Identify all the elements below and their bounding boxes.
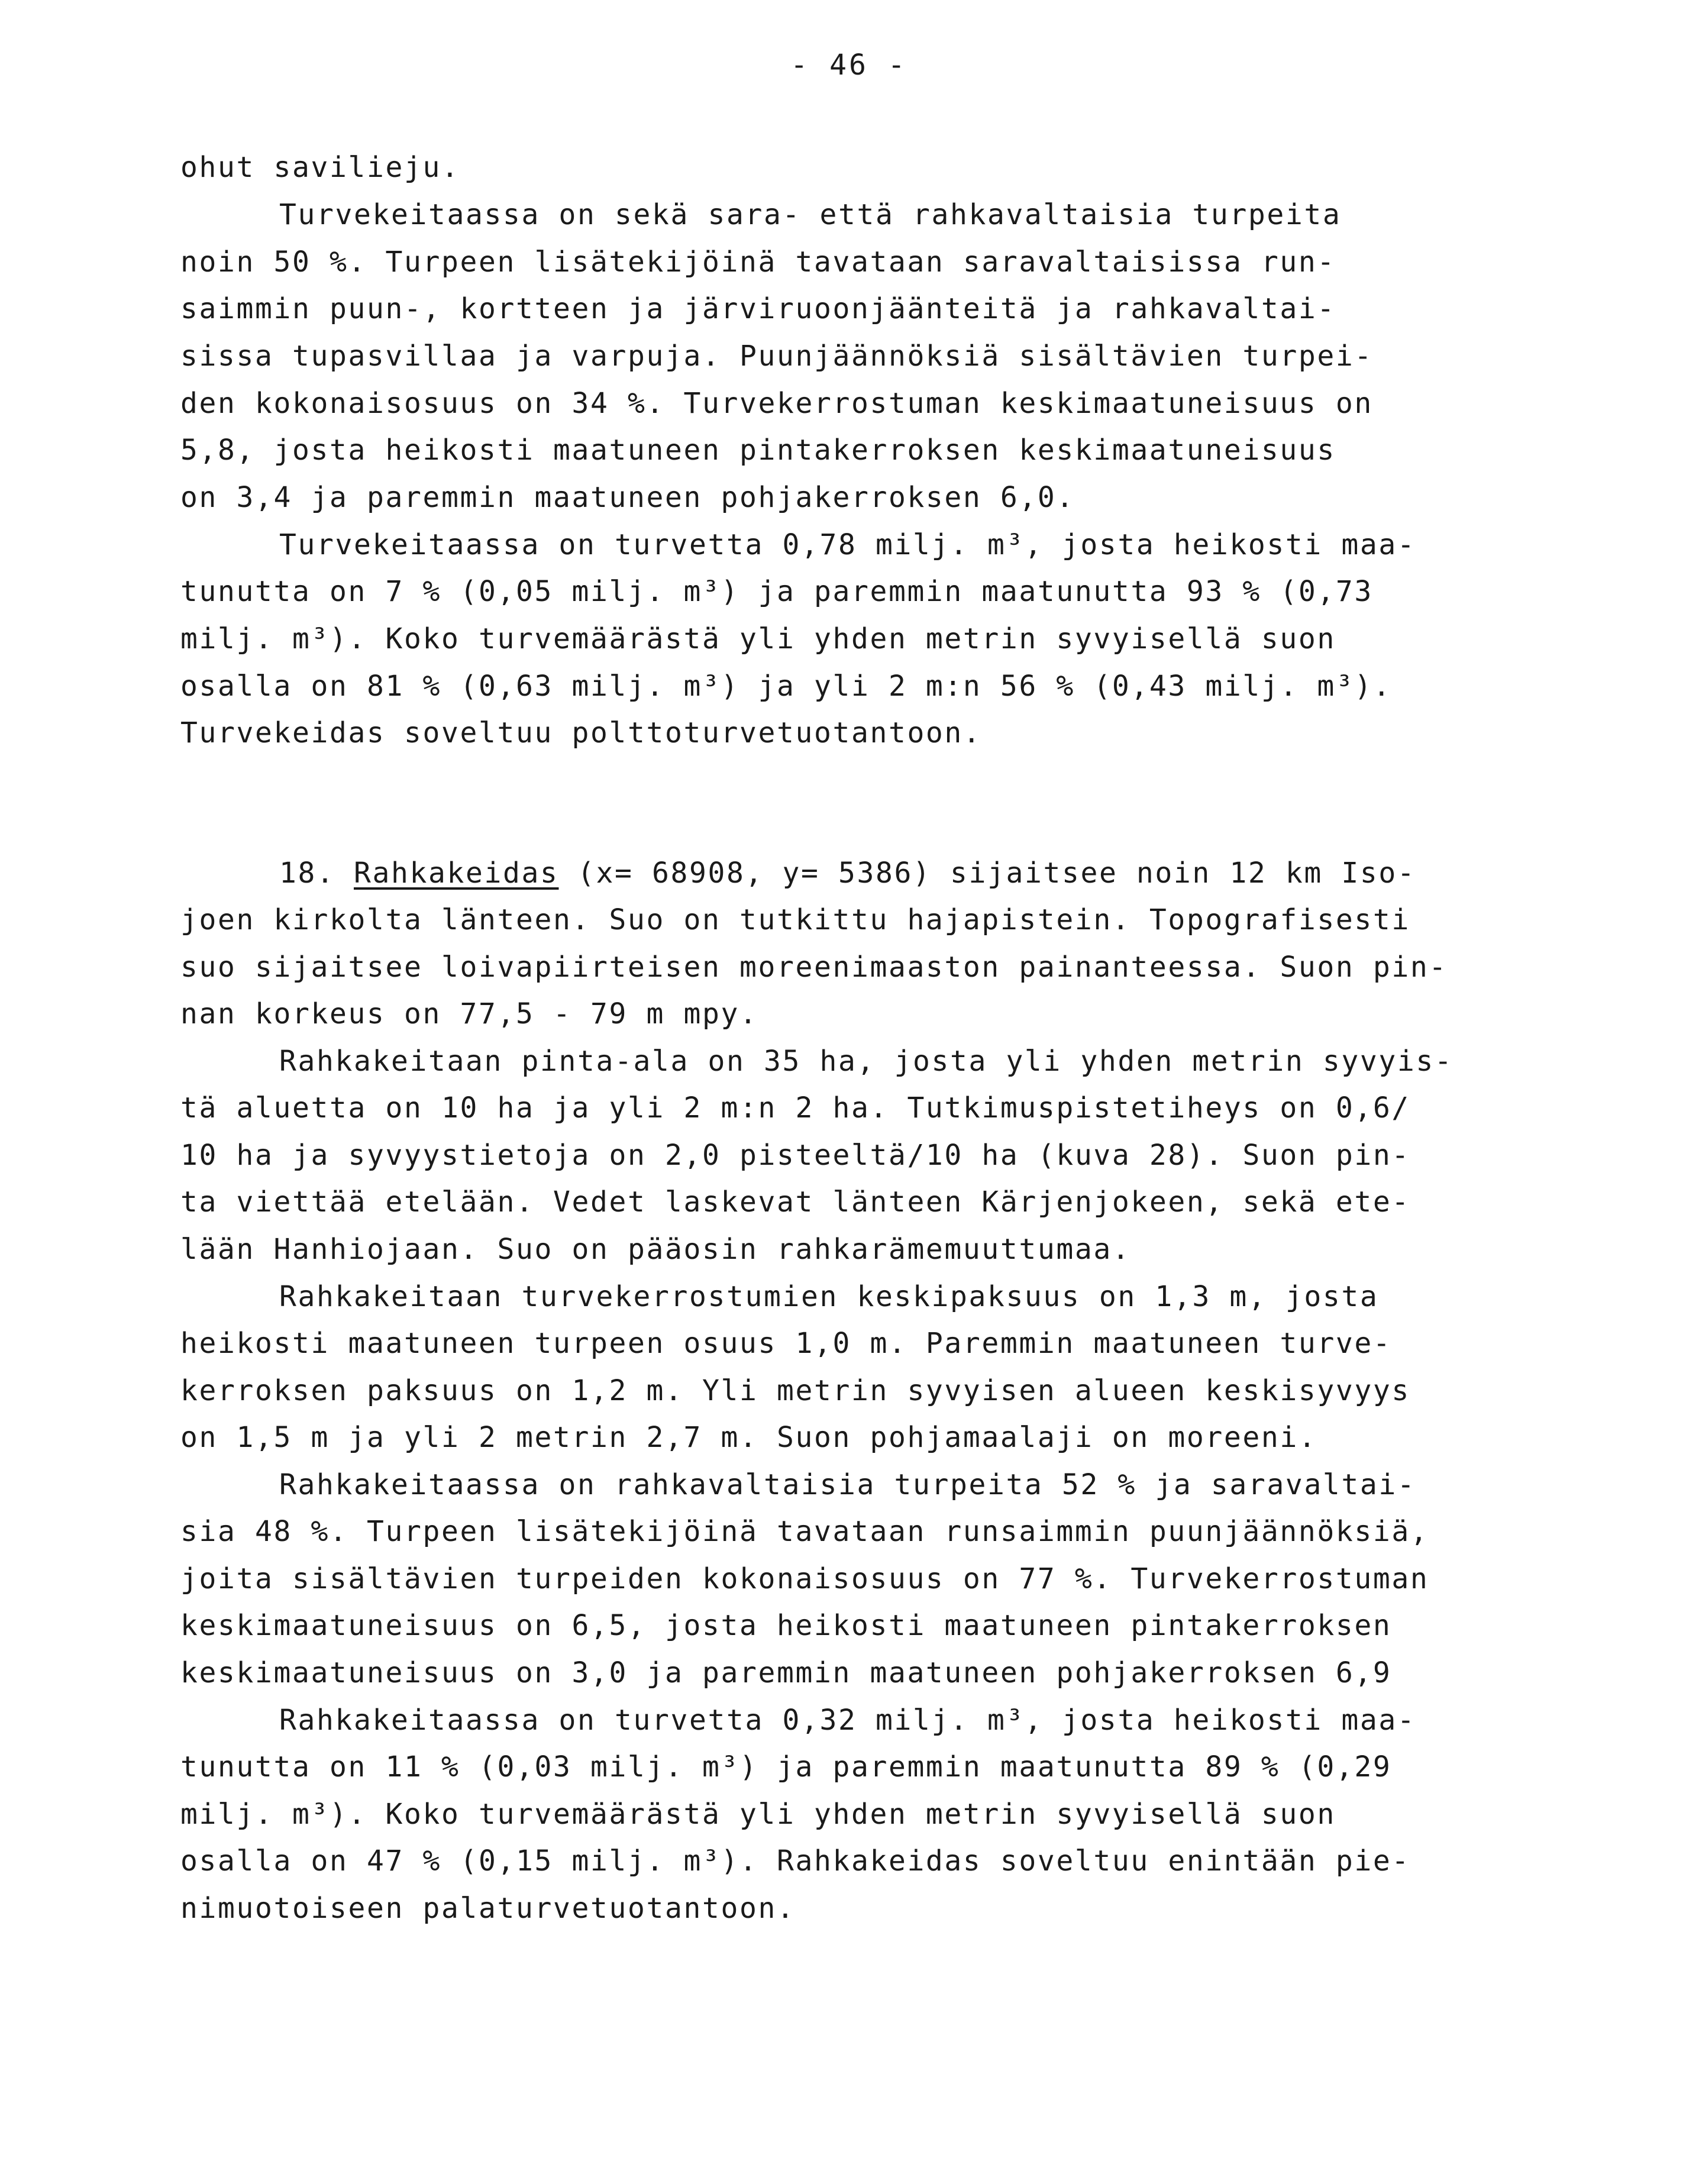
text-line: on 3,4 ja paremmin maatuneen pohjakerroksen 6,0.	[180, 481, 1075, 514]
text-line: osalla on 47 % (0,15 milj. m³). Rahkakeidas soveltuu enintään pie-	[180, 1844, 1410, 1878]
text-line: tä aluetta on 10 ha ja yli 2 m:n 2 ha. Tutkimuspistetiheys on 0,6/	[180, 1091, 1410, 1125]
text-line: milj. m³). Koko turvemäärästä yli yhden metrin syvyisellä suon	[180, 1798, 1336, 1831]
text-line: lään Hanhiojaan. Suo on pääosin rahkarämemuuttumaa.	[180, 1233, 1131, 1266]
text-line: Turvekeitaassa on sekä sara- että rahkavaltaisia turpeita	[279, 198, 1342, 231]
text-line: on 1,5 m ja yli 2 metrin 2,7 m. Suon pohjamaalaji on moreeni.	[180, 1421, 1317, 1454]
text-line: ohut savilieju.	[180, 151, 460, 184]
text-line: sia 48 %. Turpeen lisätekijöinä tavataan runsaimmin puunjäännöksiä,	[180, 1515, 1429, 1548]
page-number: - 46 -	[790, 49, 907, 82]
text-line: sissa tupasvillaa ja varpuja. Puunjäännöksiä sisältävien turpei-	[180, 340, 1373, 373]
text-line: 10 ha ja syvyystietoja on 2,0 pisteeltä/10 ha (kuva 28). Suon pin-	[180, 1139, 1410, 1172]
text-line: tunutta on 11 % (0,03 milj. m³) ja paremmin maatunutta 89 % (0,29	[180, 1750, 1392, 1784]
text-line: nimuotoiseen palaturvetuotantoon.	[180, 1892, 796, 1925]
text-line: Rahkakeitaan turvekerrostumien keskipaksuus on 1,3 m, josta	[279, 1280, 1379, 1313]
text-line: saimmin puun-, kortteen ja järviruoonjäänteitä ja rahkavaltai-	[180, 292, 1336, 325]
text-line: tunutta on 7 % (0,05 milj. m³) ja paremmin maatunutta 93 % (0,73	[180, 575, 1373, 608]
text-line: osalla on 81 % (0,63 milj. m³) ja yli 2 m:n 56 % (0,43 milj. m³).	[180, 670, 1392, 703]
text-line: Rahkakeitaassa on turvetta 0,32 milj. m³, josta heikosti maa-	[279, 1704, 1416, 1737]
text-line: den kokonaisosuus on 34 %. Turvekerrostuman keskimaatuneisuus on	[180, 387, 1373, 420]
text-line: Turvekeitaassa on turvetta 0,78 milj. m³, josta heikosti maa-	[279, 528, 1416, 561]
text-line: keskimaatuneisuus on 6,5, josta heikosti maatuneen pintakerroksen	[180, 1609, 1392, 1642]
text-line: joen kirkolta länteen. Suo on tutkittu hajapistein. Topografisesti	[180, 903, 1410, 936]
text-line: joita sisältävien turpeiden kokonaisosuus on 77 %. Turvekerrostuman	[180, 1562, 1429, 1595]
text-line: 5,8, josta heikosti maatuneen pintakerroksen keskimaatuneisuus	[180, 434, 1336, 467]
text-line: (x= 68908, y= 5386) sijaitsee noin 12 km Iso-	[577, 857, 1416, 890]
text-line: kerroksen paksuus on 1,2 m. Yli metrin syvyisen alueen keskisyvyys	[180, 1374, 1410, 1407]
text-line: nan korkeus on 77,5 - 79 m mpy.	[180, 997, 758, 1030]
text-line: ta viettää etelään. Vedet laskevat länteen Kärjenjokeen, sekä ete-	[180, 1185, 1410, 1219]
text-line: keskimaatuneisuus on 3,0 ja paremmin maatuneen pohjakerroksen 6,9	[180, 1656, 1392, 1689]
text-line: Turvekeidas soveltuu polttoturvetuotantoon.	[180, 716, 982, 749]
text-line: Rahkakeitaassa on rahkavaltaisia turpeita 52 % ja saravaltai-	[279, 1468, 1416, 1501]
text-line: suo sijaitsee loivapiirteisen moreenimaaston painanteessa. Suon pin-	[180, 951, 1448, 984]
text-line: milj. m³). Koko turvemäärästä yli yhden metrin syvyisellä suon	[180, 622, 1336, 655]
text-line: noin 50 %. Turpeen lisätekijöinä tavataan saravaltaisissa run-	[180, 245, 1336, 279]
text-line: heikosti maatuneen turpeen osuus 1,0 m. Paremmin maatuneen turve-	[180, 1327, 1392, 1360]
section-heading-line	[279, 857, 1416, 890]
section-title: Rahkakeidas	[354, 857, 559, 890]
section-number: 18.	[279, 857, 335, 890]
text-line: Rahkakeitaan pinta-ala on 35 ha, josta yli yhden metrin syvyis-	[279, 1045, 1454, 1078]
